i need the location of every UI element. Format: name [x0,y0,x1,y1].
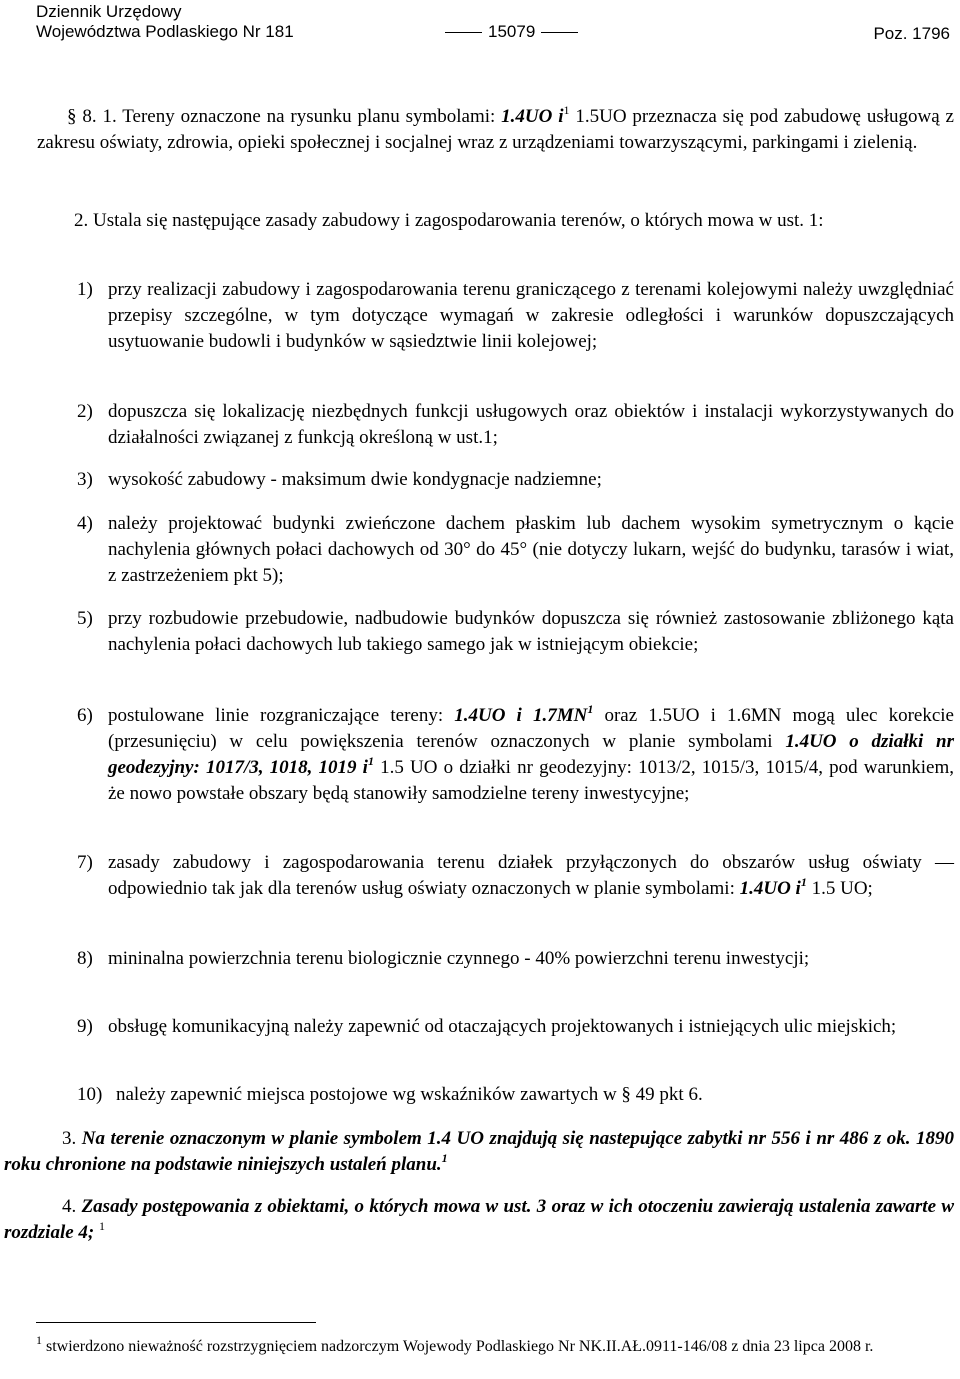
page-number: 15079 [439,22,584,42]
list-item-9: 9) obsługę komunikacyjną należy zapewnić od otaczających projektowanych i istniejących ulic miejskich; [77,1016,897,1037]
list-item-6: 6) postulowane linie rozgraniczające tereny: 1.4UO i $1.7MN^1$ oraz 1.5UO i 1.6MN mogą ulec korekcie (przesunięciu) w celu powiększenia terenów oznaczonych w planie symbolami 1.4UO o działki nr geodezyjny: 1017/3, 1018, 1019 $i^1$ 1.5 UO o działki nr geodezyjny: 1013/2, 1015/3, 1015/4, pod warunkiem, że nowo powstałe obszary będą stanowiły samodzielne tereny inwestycyjne; [77,701,955,804]
footnote-separator [36,1322,316,1323]
list-item-3: 3) wysokość zabudowy - maksimum dwie kondygnacje nadziemne; [77,469,602,490]
list-item-5: 5) przy rozbudowie przebudowie, nadbudowie budynków dopuszcza się również zastosowanie zbliżonego kąta nachylenia połaci dachowych lub takiego samego jak w istniejącym obiekcie; [77,608,954,655]
list-item-7: 7) zasady zabudowy i zagospodarowania terenu działek przyłączonych do obszarów usług oświaty — odpowiednio tak jak dla terenów usług oświaty oznaczonych w planie symbolami: 1.4UO $i^1$ 1.5 UO; [77,852,954,899]
list-item-2: 2) dopuszcza się lokalizację niezbędnych funkcji usługowych oraz obiektów i instalacji wykorzystywanych do działalności związanej z funkcją określoną w ust.1; [77,401,954,448]
journal-title: Dziennik Urzędowy [36,2,182,21]
list-item-1: 1) przy realizacji zabudowy i zagospodarowania terenu graniczącego z terenami kolejowymi należy uwzględniać przepisy szczególne, w tym dotyczące wymagań w zakresie odległości i warunków dopuszczających usytuowanie budowli i budynków w sąsiedztwie linii kolejowej; [77,279,954,352]
paragraph-8-2: 2. Ustala się następujące zasady zabudowy i zagospodarowania terenów, o których mowa w ust. 1: [74,210,824,231]
paragraph-8-1: § 8. 1. Tereny oznaczone na rysunku planu symbolami: 1.4UO $i^1$ 1.5UO przeznacza się pod zabudowę usługową z zakresu oświaty, zdrowia, opieki społecznej i socjalnej wraz z urządzeniami towarzyszącymi, parkingami i zielenią. [37,102,954,153]
paragraph-8-3: 3. Na terenie oznaczonym w planie symbolem 1.4 UO znajdują się nastepujące zabytki nr 556 i nr 486 z ok. 1890 roku chronione na podstawie niniejszych ustaleń planu.$^1$ [4,1128,954,1175]
list-item-10: 10) należy zapewnić miejsca postojowe wg wskaźników zawartych w § 49 pkt 6. [77,1084,703,1105]
page-header [36,0,956,44]
footnote: $^1$ stwierdzono nieważność rozstrzygnięciem nadzorczym Wojewody Podlaskiego Nr NK.II.AŁ.0911-146/08 z dnia 23 lipca 2008 r. [36,1332,874,1355]
list-item-8: 8) mininalna powierzchnia terenu biologicznie czynnego - 40% powierzchni terenu inwestycji; [77,948,810,969]
paragraph-8-4: 4. Zasady postępowania z obiektami, o których mowa w ust. 3 oraz w ich otoczeniu zawierają ustalenia zawarte w rozdziale 4; $^1$ [4,1196,954,1243]
position-number: Poz. 1796 [873,24,950,43]
list-item-4: 4) należy projektować budynki zwieńczone dachem płaskim lub dachem wysokim symetrycznym o kącie nachylenia głównych połaci dachowych od 30° do 45° (nie dotyczy lukarn, wejść do budynku, tarasów i wiat, z zastrzeżeniem pkt 5); [77,513,954,586]
journal-subtitle: Województwa Podlaskiego Nr 181 [36,22,294,41]
